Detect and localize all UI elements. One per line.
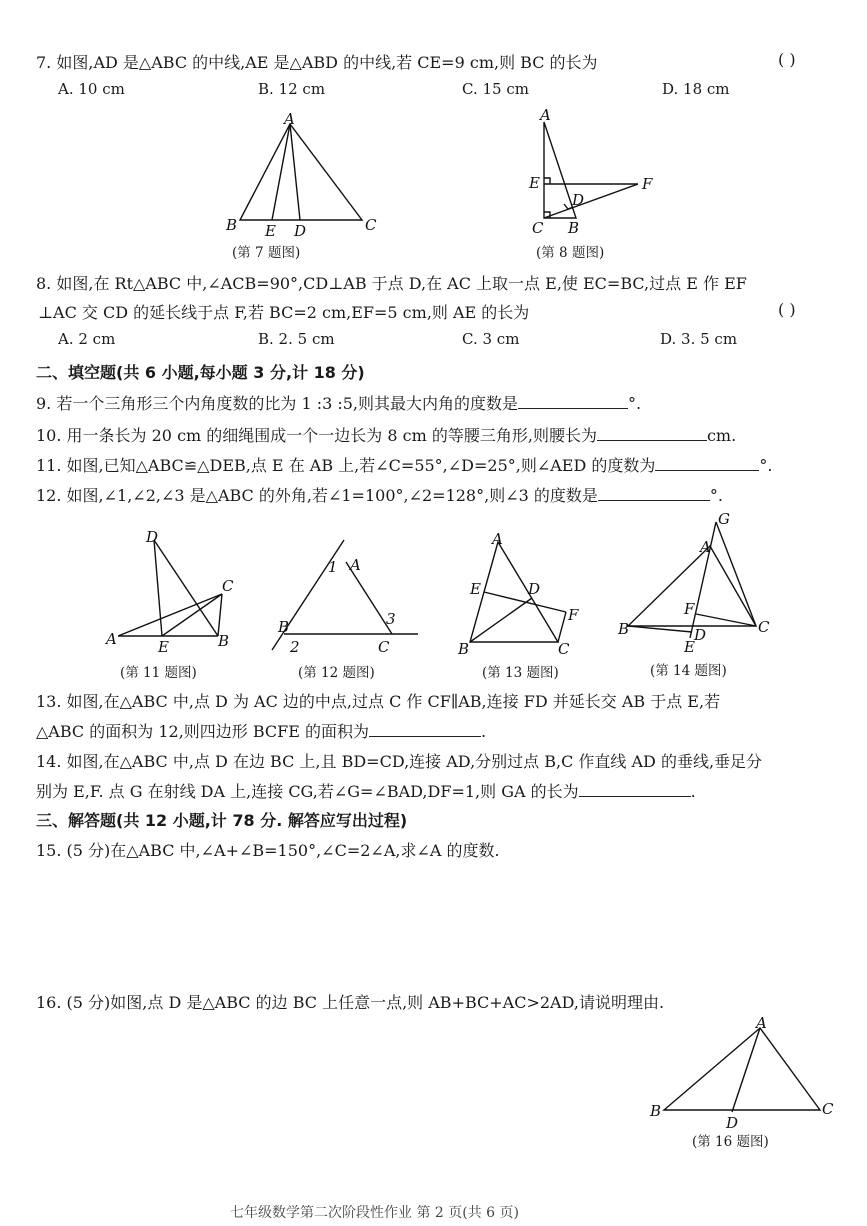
fig14-label-a: A [700,538,711,556]
q12-answer-blank[interactable] [598,486,710,501]
fig13-label-b: B [458,640,470,658]
q10-answer-blank[interactable] [597,426,707,441]
fig8-label-d: D [572,191,585,209]
q14-suffix: . [690,782,696,801]
q8-stem-line2: ⊥AC 交 CD 的延长线于点 F,若 BC=2 cm,EF=5 cm,则 AE 的长为 [38,303,530,322]
fig13-label-d: D [528,580,541,598]
fig11-label-b: B [218,632,230,650]
q11-text: 11. 如图,已知△ABC≌△DEB,点 E 在 AB 上,若∠C=55°,∠D=25°,则∠AED 的度数为 [36,456,656,475]
figure-12 [266,540,426,655]
fig16-label-a: A [756,1014,767,1032]
fig13-label-c: C [558,640,570,658]
fig14-label-g: G [718,510,730,528]
fig14-label-d: D [694,626,707,644]
fig8-right-angle-e [544,178,550,184]
q8-option-c: C. 3 cm [462,330,520,348]
fig12-label-2: 2 [290,638,300,656]
fig16-caption: (第 16 题图) [692,1134,769,1150]
q15-stem: 15. (5 分)在△ABC 中,∠A+∠B=150°,∠C=2∠A,求∠A 的度数. [36,841,500,860]
fig11-label-a: A [106,630,117,648]
fig16-label-c: C [822,1100,834,1118]
q14-answer-blank[interactable] [579,782,691,797]
q11-answer-blank[interactable] [655,456,759,471]
q7-option-c: C. 15 cm [462,80,529,98]
fig8-label-f: F [642,175,653,193]
fig12-label-1: 1 [328,558,338,576]
fig7-label-d: D [294,222,307,240]
q13-text: △ABC 的面积为 12,则四边形 BCFE 的面积为 [36,722,370,741]
fig12-label-c: C [378,638,390,656]
q8-answer-paren: ( ) [778,300,796,319]
fig8-label-c: C [532,219,544,237]
fig14-segment-gc [716,522,756,626]
fig7-segment-ad [290,124,300,220]
figure-14 [614,510,784,656]
q9-suffix: °. [628,394,642,413]
q9-answer-blank[interactable] [518,394,628,409]
fig12-label-3: 3 [386,610,396,628]
fig13-label-a: A [492,530,503,548]
fig13-segment-cf [558,612,566,642]
fig7-label-e: E [265,222,276,240]
figure-13 [454,532,594,657]
page-footer: 七年级数学第二次阶段性作业 第 2 页(共 6 页) [230,1205,519,1221]
fig12-label-a: A [350,556,361,574]
fig13-caption: (第 13 题图) [482,665,559,681]
fig13-segment-bd [470,598,532,642]
q16-stem: 16. (5 分)如图,点 D 是△ABC 的边 BC 上任意一点,则 AB+BC+AC>2AD,请说明理由. [36,993,665,1012]
q11-stem [36,453,773,476]
fig8-label-a: A [540,106,551,124]
q9-stem [36,391,641,414]
q13-stem-line2 [36,719,486,742]
fig8-caption: (第 8 题图) [536,245,605,261]
fig8-label-b: B [568,219,580,237]
section2-title: 二、填空题(共 6 小题,每小题 3 分,计 18 分) [36,363,365,382]
q8-option-d: D. 3. 5 cm [660,330,738,348]
fig14-label-f: F [684,600,695,618]
figure-7 [220,112,390,242]
q13-answer-blank[interactable] [369,722,481,737]
q12-suffix: °. [709,486,723,505]
section3-title: 三、解答题(共 12 小题,计 78 分. 解答应写出过程) [36,811,408,830]
fig11-segment-db [154,540,218,636]
q11-suffix: °. [759,456,773,475]
q10-suffix: cm. [706,426,737,445]
q14-text: 别为 E,F. 点 G 在射线 DA 上,连接 CG,若∠G=∠BAD,DF=1,则 GA 的长为 [36,782,579,801]
q7-option-b: B. 12 cm [258,80,326,98]
fig7-triangle-abc [240,124,362,220]
q10-text: 10. 用一条长为 20 cm 的细绳围成一个一边长为 8 cm 的等腰三角形,则腰长为 [36,426,597,445]
q7-option-d: D. 18 cm [662,80,730,98]
fig14-label-b: B [618,620,630,638]
q7-stem: 7. 如图,AD 是△ABC 的中线,AE 是△ABD 的中线,若 CE=9 cm,则 BC 的长为 [36,53,598,72]
fig12-label-b: B [278,618,290,636]
fig7-label-b: B [226,216,238,234]
fig13-triangle-abc [470,542,558,642]
fig8-segment-cf [544,184,638,218]
q8-option-b: B. 2. 5 cm [258,330,335,348]
figure-16 [648,1016,838,1131]
fig7-caption: (第 7 题图) [232,245,301,261]
fig7-segment-ae [272,124,290,220]
fig16-triangle-abc [664,1028,820,1110]
fig14-segment-be [628,626,692,632]
fig16-label-d: D [726,1114,739,1132]
fig11-label-e: E [158,638,169,656]
fig8-label-e: E [529,174,540,192]
q12-stem [36,483,723,506]
q13-suffix: . [481,722,487,741]
q9-text: 9. 若一个三角形三个内角度数的比为 1 :3 :5,则其最大内角的度数是 [36,394,519,413]
fig11-label-c: C [222,577,234,595]
fig7-label-a: A [284,110,295,128]
fig16-label-b: B [650,1102,662,1120]
q14-stem-line1: 14. 如图,在△ABC 中,点 D 在边 BC 上,且 BD=CD,连接 AD,分别过点 B,C 作直线 AD 的垂线,垂足分 [36,752,763,771]
q10-stem [36,423,736,446]
fig14-segment-fc [696,614,756,626]
q8-option-a: A. 2 cm [58,330,116,348]
q12-text: 12. 如图,∠1,∠2,∠3 是△ABC 的外角,若∠1=100°,∠2=128°,则∠3 的度数是 [36,486,598,505]
fig11-caption: (第 11 题图) [120,665,197,681]
fig12-caption: (第 12 题图) [298,665,375,681]
q7-answer-paren: ( ) [778,50,796,69]
q13-stem-line1: 13. 如图,在△ABC 中,点 D 为 AC 边的中点,过点 C 作 CF∥AB,连接 FD 并延长交 AB 于点 E,若 [36,692,721,711]
fig13-segment-ef [484,592,566,612]
fig14-caption: (第 14 题图) [650,663,727,679]
fig14-label-c: C [758,618,770,636]
fig11-label-d: D [146,528,159,546]
fig13-label-f: F [568,606,579,624]
figure-8 [524,108,664,238]
fig7-label-c: C [365,216,377,234]
figure-11 [104,528,254,656]
fig14-label-e: E [684,638,695,656]
q8-stem-line1: 8. 如图,在 Rt△ABC 中,∠ACB=90°,CD⊥AB 于点 D,在 AC 上取一点 E,使 EC=BC,过点 E 作 EF [36,274,747,293]
fig11-segment-cb [218,594,222,636]
q14-stem-line2 [36,779,696,802]
fig13-label-e: E [470,580,481,598]
q7-option-a: A. 10 cm [58,80,125,98]
